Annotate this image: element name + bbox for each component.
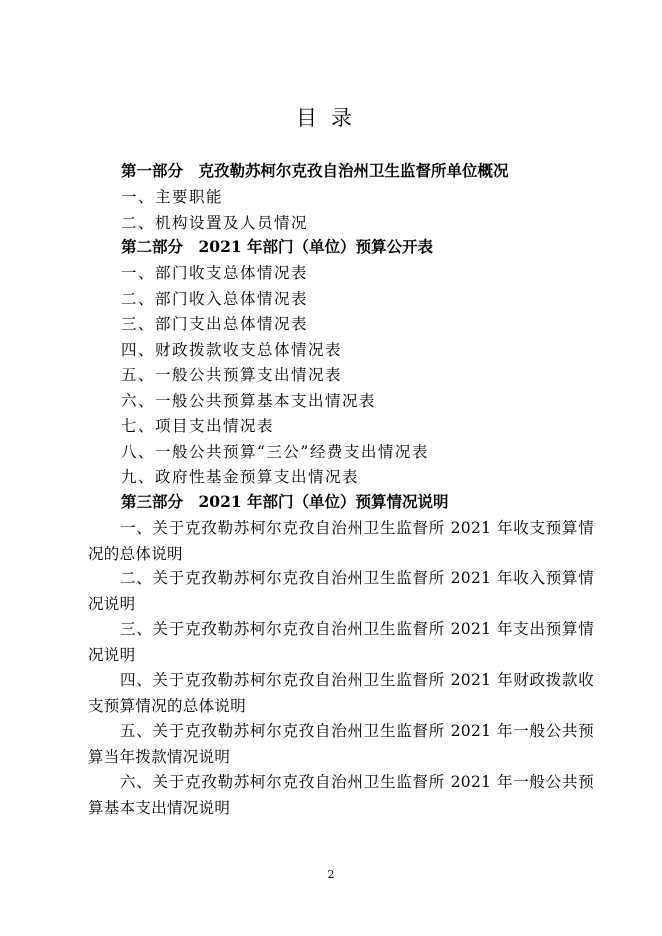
toc-part-1-heading: 第一部分 克孜勒苏柯尔克孜自治州卫生监督所单位概况 <box>121 161 509 180</box>
toc-part-2-item: 七、项目支出情况表 <box>121 417 275 435</box>
toc-part-2-item: 六、一般公共预算基本支出情况表 <box>121 392 377 410</box>
toc-part-3-item: 五、关于克孜勒苏柯尔克孜自治州卫生监督所 2021 年一般公共预算当年拨款情况说明 <box>88 722 594 766</box>
toc-part-2-item: 四、财政拨款收支总体情况表 <box>121 341 343 359</box>
toc-part-2-item: 九、政府性基金预算支出情况表 <box>121 468 360 486</box>
toc-part-3-item: 四、关于克孜勒苏柯尔克孜自治州卫生监督所 2021 年财政拨款收支预算情况的总体说明 <box>88 671 594 715</box>
page-number: 2 <box>327 868 335 881</box>
toc-title: 目录 <box>296 106 366 130</box>
toc-part-1-item: 一、主要职能 <box>121 188 224 206</box>
toc-part-2-item: 八、一般公共预算“三公”经费支出情况表 <box>121 443 429 461</box>
toc-part-1-item: 二、机构设置及人员情况 <box>121 214 309 232</box>
toc-part-3-item: 一、关于克孜勒苏柯尔克孜自治州卫生监督所 2021 年收支预算情况的总体说明 <box>88 519 594 563</box>
toc-part-2-item: 五、一般公共预算支出情况表 <box>121 366 343 384</box>
toc-part-3-item: 六、关于克孜勒苏柯尔克孜自治州卫生监督所 2021 年一般公共预算基本支出情况说明 <box>88 773 594 817</box>
toc-part-3-item: 三、关于克孜勒苏柯尔克孜自治州卫生监督所 2021 年支出预算情况说明 <box>88 620 594 664</box>
toc-part-2-item: 一、部门收支总体情况表 <box>121 264 309 282</box>
toc-part-2-item: 二、部门收入总体情况表 <box>121 290 309 308</box>
toc-part-3-heading: 第三部分 2021 年部门（单位）预算情况说明 <box>121 492 449 511</box>
toc-part-3-item: 二、关于克孜勒苏柯尔克孜自治州卫生监督所 2021 年收入预算情况说明 <box>88 569 594 613</box>
toc-part-2-heading: 第二部分 2021 年部门（单位）预算公开表 <box>121 237 434 256</box>
toc-part-2-item: 三、部门支出总体情况表 <box>121 315 309 333</box>
